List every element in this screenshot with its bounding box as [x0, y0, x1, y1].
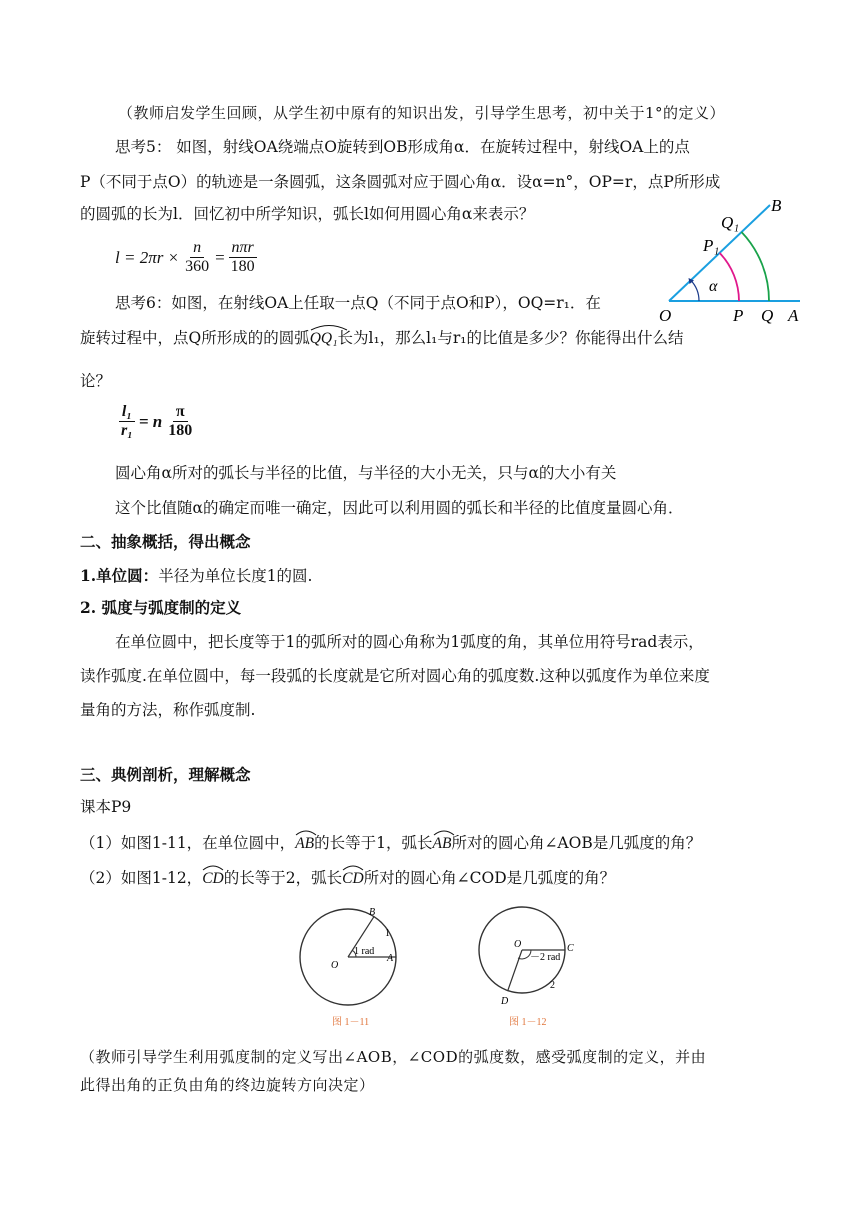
- frac-numerator: nπr: [229, 239, 257, 258]
- fraction-n-360: [182, 239, 212, 276]
- label-p1: P₁: [703, 236, 720, 255]
- label-b: B: [369, 907, 376, 918]
- arc-cd-label: CD: [342, 870, 364, 887]
- radian-def-line1: 在单位圆中，把长度等于1的弧所对的圆心角称为1弧度的角，其单位用符号rad表示，: [115, 633, 704, 651]
- frac-numerator: l₁: [119, 403, 135, 422]
- arc-symbol: [295, 826, 317, 836]
- label-b: B: [771, 196, 782, 215]
- frac-numerator: n: [190, 239, 204, 258]
- arc-symbol: [310, 321, 348, 331]
- arc-ab-label: AB: [295, 835, 315, 852]
- radian-def-heading: 2. 弧度与弧度制的定义: [80, 598, 242, 617]
- think6-line2-end: 长为l₁，那么l₁与r₁的比值是多少？你能得出什么结: [337, 329, 684, 347]
- q1-part-a: （1）如图1-11，在单位圆中，: [80, 834, 296, 852]
- label-alpha: α: [709, 278, 718, 295]
- q1-part-c: 所对的圆心角∠AOB是几弧度的角？: [451, 834, 702, 852]
- radius-od: [508, 950, 522, 990]
- arc-qq1: [310, 328, 338, 350]
- think6-line2: [80, 327, 683, 350]
- label-o: O: [331, 960, 339, 971]
- arc-ab-label: AB: [432, 835, 452, 852]
- caption-1-12: 图 1－12: [509, 1017, 547, 1028]
- arc-cd: [342, 868, 364, 890]
- inner-arc: [720, 253, 739, 301]
- q2-part-c: 所对的圆心角∠COD是几弧度的角？: [363, 869, 616, 887]
- fraction-pi-180: [165, 403, 195, 440]
- question-2: [80, 867, 615, 890]
- arc-ab: [433, 833, 452, 855]
- textbook-ref: 课本P9: [80, 798, 132, 816]
- ratio-formula: [115, 403, 198, 440]
- unit-circle-def: [80, 565, 312, 587]
- label-c: C: [567, 943, 574, 954]
- arc-ab: [295, 833, 314, 855]
- think6-line3: 论？: [80, 372, 112, 390]
- think5-line1: 思考5： 如图，射线OA绕端点O旋转到OB形成角α．在旋转过程中，射线OA上的点: [115, 138, 690, 156]
- conclusion-line1: 圆心角α所对的弧长与半径的比值，与半径的大小无关，只与α的大小有关: [115, 464, 617, 482]
- frac-denominator: 180: [168, 422, 193, 439]
- unit-circle-term: 1.单位圆：: [80, 566, 159, 585]
- think6-line1: 思考6：如图，在射线OA上任取一点Q（不同于点O和P），OQ=r₁．在: [115, 294, 601, 312]
- rotation-angle-figure: [655, 195, 815, 325]
- frac-numerator: π: [173, 403, 188, 422]
- arc-symbol: [202, 861, 224, 871]
- angle-mark: [691, 280, 699, 301]
- figure-1-12: [476, 905, 591, 1030]
- label-a: A: [788, 306, 799, 325]
- section3-heading: 三、典例剖析，理解概念: [80, 765, 251, 784]
- arc-qq1-label: QQ₁: [309, 330, 338, 347]
- q2-part-b: 的长等于2，弧长: [223, 869, 343, 887]
- arc-cd: [202, 868, 224, 890]
- equals-n: = n: [138, 411, 163, 431]
- figure-1-11: [296, 905, 411, 1030]
- radian-def-line3: 量角的方法，称作弧度制.: [80, 701, 256, 719]
- teacher-note-end-line2: 此得出角的正负由角的终边旋转方向决定）: [80, 1076, 375, 1094]
- frac-denominator: r₁: [121, 422, 133, 439]
- arc-length-formula: [115, 239, 261, 276]
- formula-lhs: l = 2πr ×: [115, 247, 180, 267]
- radian-def-line2: 读作弧度.在单位圆中，每一段弧的长度就是它所对圆心角的弧度数.这种以弧度作为单位来度: [80, 667, 710, 685]
- frac-denominator: 180: [230, 258, 255, 275]
- teacher-note-end-line1: （教师引导学生利用弧度制的定义写出∠AOB，∠COD的弧度数，感受弧度制的定义，并由: [80, 1048, 707, 1066]
- label-1rad: 1 rad: [354, 946, 375, 957]
- label-q: Q: [761, 306, 774, 325]
- q1-part-b: 的长等于1，弧长: [314, 834, 433, 852]
- outer-arc: [742, 232, 770, 301]
- arc-cd-label: CD: [202, 870, 224, 887]
- unit-circle-text: 半径为单位长度1的圆.: [158, 567, 313, 585]
- label-o: O: [514, 939, 522, 950]
- ray-ob: [669, 205, 770, 301]
- arc-symbol: [433, 826, 455, 836]
- label-o: O: [659, 306, 672, 325]
- question-1: [80, 832, 701, 855]
- conclusion-line2: 这个比值随α的确定而唯一确定，因此可以利用圆的弧长和半径的比值度量圆心角．: [115, 499, 684, 517]
- label-one: 1: [385, 928, 390, 939]
- caption-1-11: 图 1－11: [332, 1017, 370, 1028]
- label-q1: Q₁: [721, 213, 740, 232]
- think5-line2: P（不同于点O）的轨迹是一条圆弧，这条圆弧对应于圆心角α．设α=n°，OP=r，点P所形成: [80, 173, 721, 191]
- section2-heading: 二、抽象概括，得出概念: [80, 532, 251, 551]
- fraction-l1-r1: [118, 403, 136, 440]
- label-d: D: [501, 996, 509, 1007]
- frac-denominator: 360: [185, 258, 210, 275]
- fraction-npir-180: [228, 239, 258, 276]
- label-a: A: [387, 953, 394, 964]
- label-p: P: [733, 306, 744, 325]
- q2-part-a: （2）如图1-12，: [80, 869, 203, 887]
- think5-line3: 的圆弧的长为l．回忆初中所学知识，弧长l如何用圆心角α来表示？: [80, 205, 535, 223]
- think6-line2-start: 旋转过程中，点Q所形成的的圆弧: [80, 329, 310, 347]
- label-two: 2: [550, 980, 555, 991]
- arc-symbol: [342, 861, 364, 871]
- teacher-note-intro: （教师启发学生回顾，从学生初中原有的知识出发，引导学生思考，初中关于1°的定义）: [118, 104, 726, 122]
- label-neg2rad: －2 rad: [530, 952, 561, 963]
- equals-sign: =: [215, 247, 225, 267]
